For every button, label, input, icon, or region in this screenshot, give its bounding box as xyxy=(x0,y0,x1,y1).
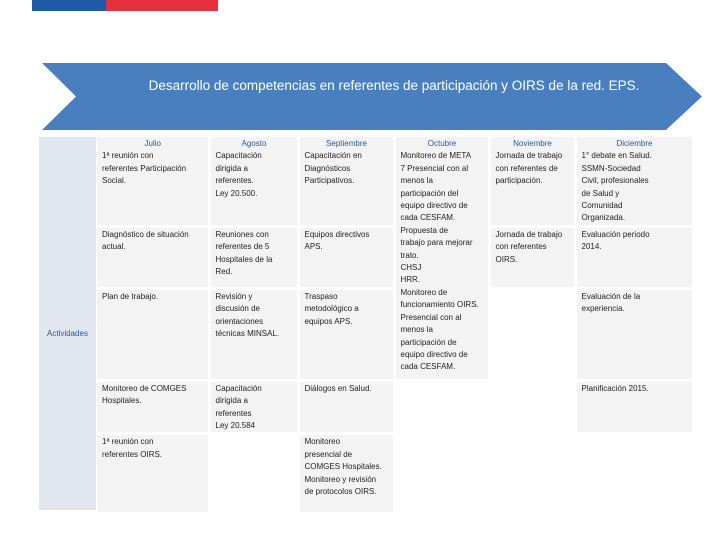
table-cell-empty xyxy=(575,434,693,514)
table-row xyxy=(97,434,693,514)
table-cell xyxy=(298,434,394,514)
table-cell xyxy=(298,226,394,288)
table-cell xyxy=(97,434,209,514)
cell-text: Monitoreo de COMGES Hospitales. xyxy=(102,383,187,406)
month-header-diciembre: Diciembre xyxy=(616,139,653,148)
table-cell-empty xyxy=(489,288,575,380)
cell-text: Diagnóstico de situación actual. xyxy=(102,229,189,252)
cell-text: Planificación 2015. xyxy=(581,383,649,393)
table-row xyxy=(97,380,693,434)
cell-text: Evaluación periodo 2014. xyxy=(581,229,650,252)
table-cell xyxy=(489,226,575,288)
table-cell xyxy=(97,380,209,434)
table-cell-empty xyxy=(394,380,489,434)
page-title: Desarrollo de competencias en referentes de participación y OIRS de la red. EPS. xyxy=(148,78,640,93)
table-cell xyxy=(575,380,693,434)
table-cell-diciembre xyxy=(575,137,693,226)
cell-text: Capacitación dirigida a referentes Ley 20.584 xyxy=(215,383,262,431)
table-cell-empty xyxy=(394,434,489,514)
cell-text: Traspaso metodológico a equipos APS. xyxy=(304,291,359,326)
month-header-noviembre: Noviembre xyxy=(513,139,552,148)
table-cell xyxy=(209,380,298,434)
cell-text: Revisión y discusión de orientaciones técnicas MINSAL. xyxy=(215,291,280,339)
table-cell-octubre xyxy=(394,137,489,380)
table-cell-empty xyxy=(489,434,575,514)
cell-text: Capacitación dirigida a referentes. Ley 20.500. xyxy=(215,151,262,198)
month-header-agosto: Agosto xyxy=(241,139,267,148)
activities-table xyxy=(97,137,695,515)
table-cell-noviembre xyxy=(489,137,575,226)
table-cell xyxy=(209,288,298,380)
cell-text: 1° debate en Salud. SSMN-Sociedad Civil, profesionales de Salud y Comunidad Organizada. xyxy=(581,151,652,223)
table-cell-empty xyxy=(489,380,575,434)
cell-text: Evaluación de la experiencia. xyxy=(581,291,641,314)
table-cell xyxy=(209,226,298,288)
cell-text: 1ª reunión con referentes OIRS. xyxy=(102,437,163,459)
cell-text: Reuniones con referentes de 5 Hospitales de la Red. xyxy=(215,229,273,277)
flag-blue-segment xyxy=(32,0,106,11)
table-cell-septiembre xyxy=(298,137,394,226)
cell-text: Diálogos en Salud. xyxy=(304,383,372,393)
cell-text: 1ª reunión con referentes Participación Social. xyxy=(102,151,187,186)
activities-side-column xyxy=(39,137,96,510)
table-cell-agosto xyxy=(209,137,298,226)
month-header-julio: Julio xyxy=(144,139,161,148)
table-cell xyxy=(97,226,209,288)
activities-label: Actividades xyxy=(47,329,88,338)
cell-text: Jornada de trabajo con referentes de participación. xyxy=(495,151,563,186)
table-row xyxy=(97,137,693,226)
table-cell xyxy=(575,226,693,288)
table-cell xyxy=(298,288,394,380)
table-cell xyxy=(298,380,394,434)
table-cell-julio xyxy=(97,137,209,226)
cell-text: Monitoreo presencial de COMGES Hospitales. Monitoreo y revisión de protocolos OIRS. xyxy=(304,437,382,497)
cell-text: Plan de trabajo. xyxy=(102,291,159,301)
cell-text: Capacitación en Diagnósticos Participativos. xyxy=(304,151,362,186)
cell-text: Monitoreo de META 7 Presencial con al menos la participación del equipo directivo de cada CESFAM. Propuesta de trabajo para mejorar trato. CHSJ HRR. Monitoreo de funcionamiento OIRS. Presencial con al menos la participación de equipo directivo de cada CESFAM. xyxy=(400,151,479,372)
title-banner xyxy=(42,63,702,130)
table-cell-empty xyxy=(209,434,298,514)
table-cell xyxy=(97,288,209,380)
flag-stripe xyxy=(0,0,720,11)
month-header-septiembre: Septiembre xyxy=(326,139,367,148)
month-header-octubre: Octubre xyxy=(427,139,457,148)
cell-text: Jornada de trabajo con referentes OIRS. xyxy=(495,229,563,264)
flag-red-segment xyxy=(106,0,218,11)
table-cell xyxy=(575,288,693,380)
cell-text: Equipos directivos APS. xyxy=(304,229,370,252)
